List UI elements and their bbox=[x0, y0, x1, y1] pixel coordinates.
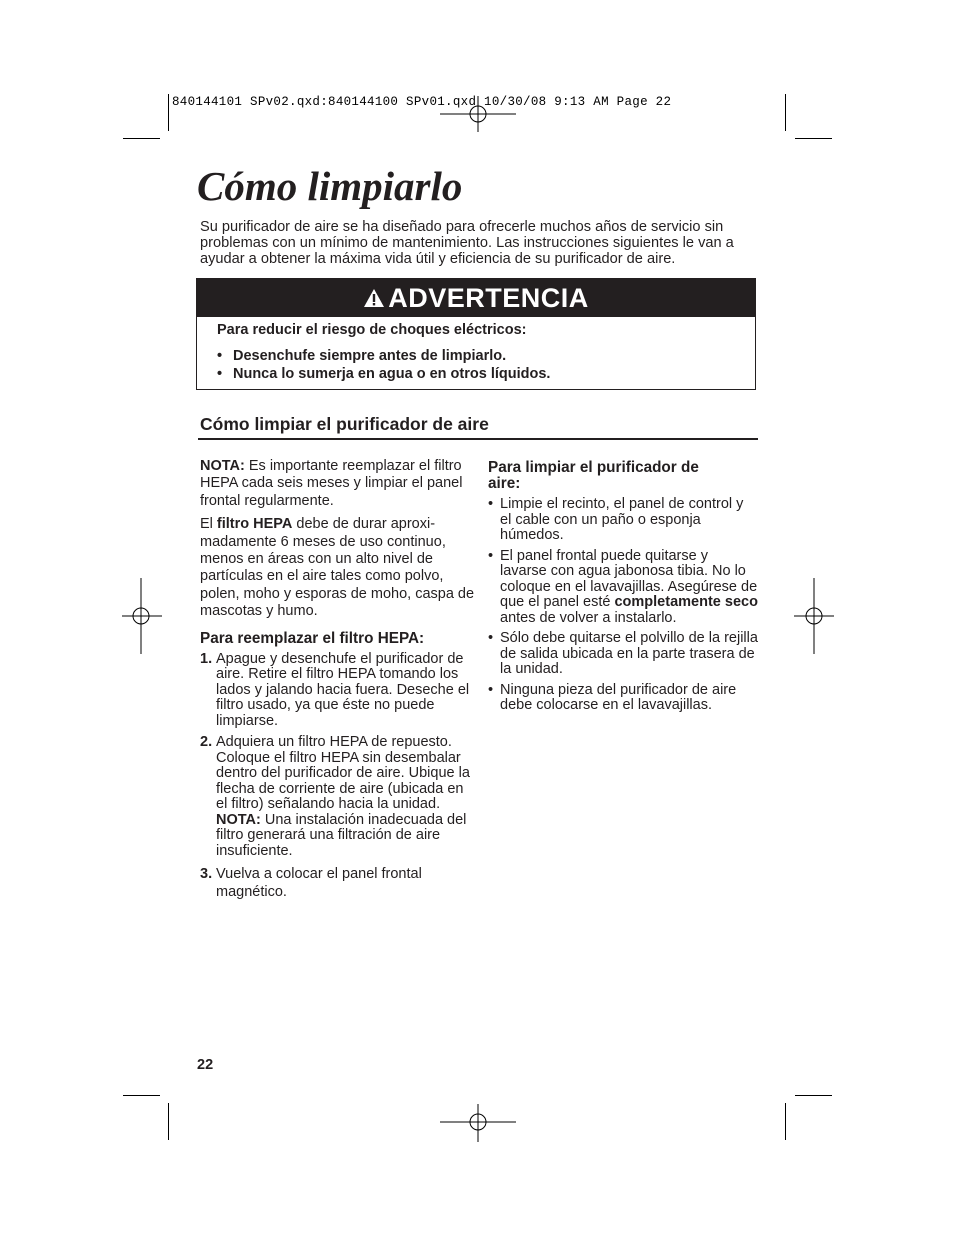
crop-mark bbox=[123, 1095, 160, 1096]
warning-box bbox=[196, 278, 756, 390]
clean-item-text: Ninguna pieza del purificador de aire debe colocarse en el lavavajillas. bbox=[500, 681, 737, 713]
clean-item-text: Limpie el recinto, el panel de control y el cable con un paño o esponja húmedos. bbox=[500, 496, 744, 543]
step-item bbox=[200, 735, 475, 859]
crop-mark bbox=[785, 94, 786, 131]
crop-mark bbox=[168, 94, 169, 131]
registration-mark-right bbox=[794, 578, 834, 654]
warning-heading: ADVERTENCIA bbox=[388, 282, 589, 313]
warning-list bbox=[217, 347, 755, 383]
section-rule bbox=[198, 438, 758, 440]
registration-mark-left bbox=[122, 578, 162, 654]
crop-mark bbox=[785, 1103, 786, 1140]
step-number: 1. bbox=[200, 650, 213, 667]
crop-mark bbox=[795, 138, 832, 139]
crop-mark bbox=[123, 138, 160, 139]
filter-paragraph bbox=[200, 516, 475, 620]
clean-item bbox=[488, 549, 758, 627]
step-text: Adquiera un filtro HEPA de repuesto. Coloque el filtro HEPA sin desembalar dentro del purificador de aire. Ubique la flecha de corriente de aire (ubicada en el filtro) señalando hacia la unidad. bbox=[216, 734, 470, 813]
clean-item-text-after: antes de volver a instalarlo. bbox=[500, 609, 677, 626]
filter-text: debe de durar aproxi-madamente 6 meses de uso continuo, menos en áreas con un alto nivel de partículas en el aire tales como polvo, polen, moho y esporas de moho, caspa de mascotas y humo. bbox=[200, 516, 475, 620]
clean-heading: Para limpiar el purificador de aire: bbox=[488, 459, 699, 492]
bullet: • bbox=[488, 547, 494, 564]
step-note-text: Una instalación inadecuada del filtro generará una filtración de aire insuficiente. bbox=[216, 811, 467, 859]
crop-mark bbox=[168, 1103, 169, 1140]
step-text: Vuelva a colocar el panel frontal magnético. bbox=[216, 866, 422, 901]
page-number: 22 bbox=[197, 1057, 214, 1073]
registration-mark-bottom bbox=[440, 1104, 516, 1142]
warning-triangle-icon bbox=[363, 288, 385, 308]
crop-mark bbox=[795, 1095, 832, 1096]
clean-item bbox=[488, 631, 758, 678]
page-title: Cómo limpiarlo bbox=[197, 163, 463, 209]
clean-item-text: Sólo debe quitarse el polvillo de la rejilla de salida ubicada en la parte trasera de la unidad. bbox=[500, 630, 758, 677]
step-number: 3. bbox=[200, 866, 213, 883]
filter-text-pre: El bbox=[200, 516, 217, 533]
left-column bbox=[200, 458, 475, 907]
clean-item-bold: completamente seco bbox=[614, 594, 758, 610]
clean-item-text: El panel frontal puede quitarse y lavarse con agua jabonosa tibia. No lo coloque en el lavavajillas. Asegúrese de que el panel esté bbox=[500, 547, 758, 610]
bullet: • bbox=[488, 496, 494, 512]
intro-paragraph: Su purificador de aire se ha diseñado para ofrecerle muchos años de servicio sin problemas con un mínimo de mantenimiento. Las instrucciones siguientes le van a ayudar a obtener la máxima vida útil y eficiencia de su purificador de aire. bbox=[200, 219, 734, 267]
bullet: • bbox=[488, 630, 494, 646]
note-text: Es importante reemplazar el filtro HEPA cada seis meses y limpiar el panel frontal regularmente. bbox=[200, 458, 463, 509]
replace-heading: Para reemplazar el filtro HEPA: bbox=[200, 629, 425, 647]
clean-item bbox=[488, 497, 758, 544]
bullet: • bbox=[488, 681, 494, 698]
step-text: Apague y desenchufe el purificador de aire. Retire el filtro HEPA tomando los lados y jalando hacia fuera. Deseche el filtro usado, ya que éste no puede limpiarse. bbox=[216, 650, 470, 729]
clean-list bbox=[488, 497, 758, 714]
filter-bold: filtro HEPA bbox=[216, 516, 293, 533]
step-note-label: NOTA: bbox=[216, 811, 261, 828]
section-heading: Cómo limpiar el purificador de aire bbox=[200, 414, 489, 434]
step-item bbox=[200, 865, 475, 901]
note-label: NOTA: bbox=[200, 458, 245, 474]
warning-item: • Nunca lo sumerja en agua o en otros líquidos. bbox=[217, 365, 755, 383]
warning-intro: Para reducir el riesgo de choques eléctricos: bbox=[217, 322, 527, 338]
warning-header bbox=[197, 279, 755, 317]
step-number: 2. bbox=[200, 734, 213, 751]
right-column bbox=[488, 460, 758, 719]
clean-item bbox=[488, 683, 758, 714]
step-item bbox=[200, 652, 475, 730]
warning-item: • Desenchufe siempre antes de limpiarlo. bbox=[217, 347, 755, 365]
warning-body bbox=[197, 317, 755, 383]
note-paragraph bbox=[200, 458, 475, 510]
replace-steps bbox=[200, 652, 475, 902]
print-slug-line: 840144101 SPv02.qxd:840144100 SPv01.qxd 10/30/08 9:13 AM Page 22 bbox=[172, 95, 672, 109]
